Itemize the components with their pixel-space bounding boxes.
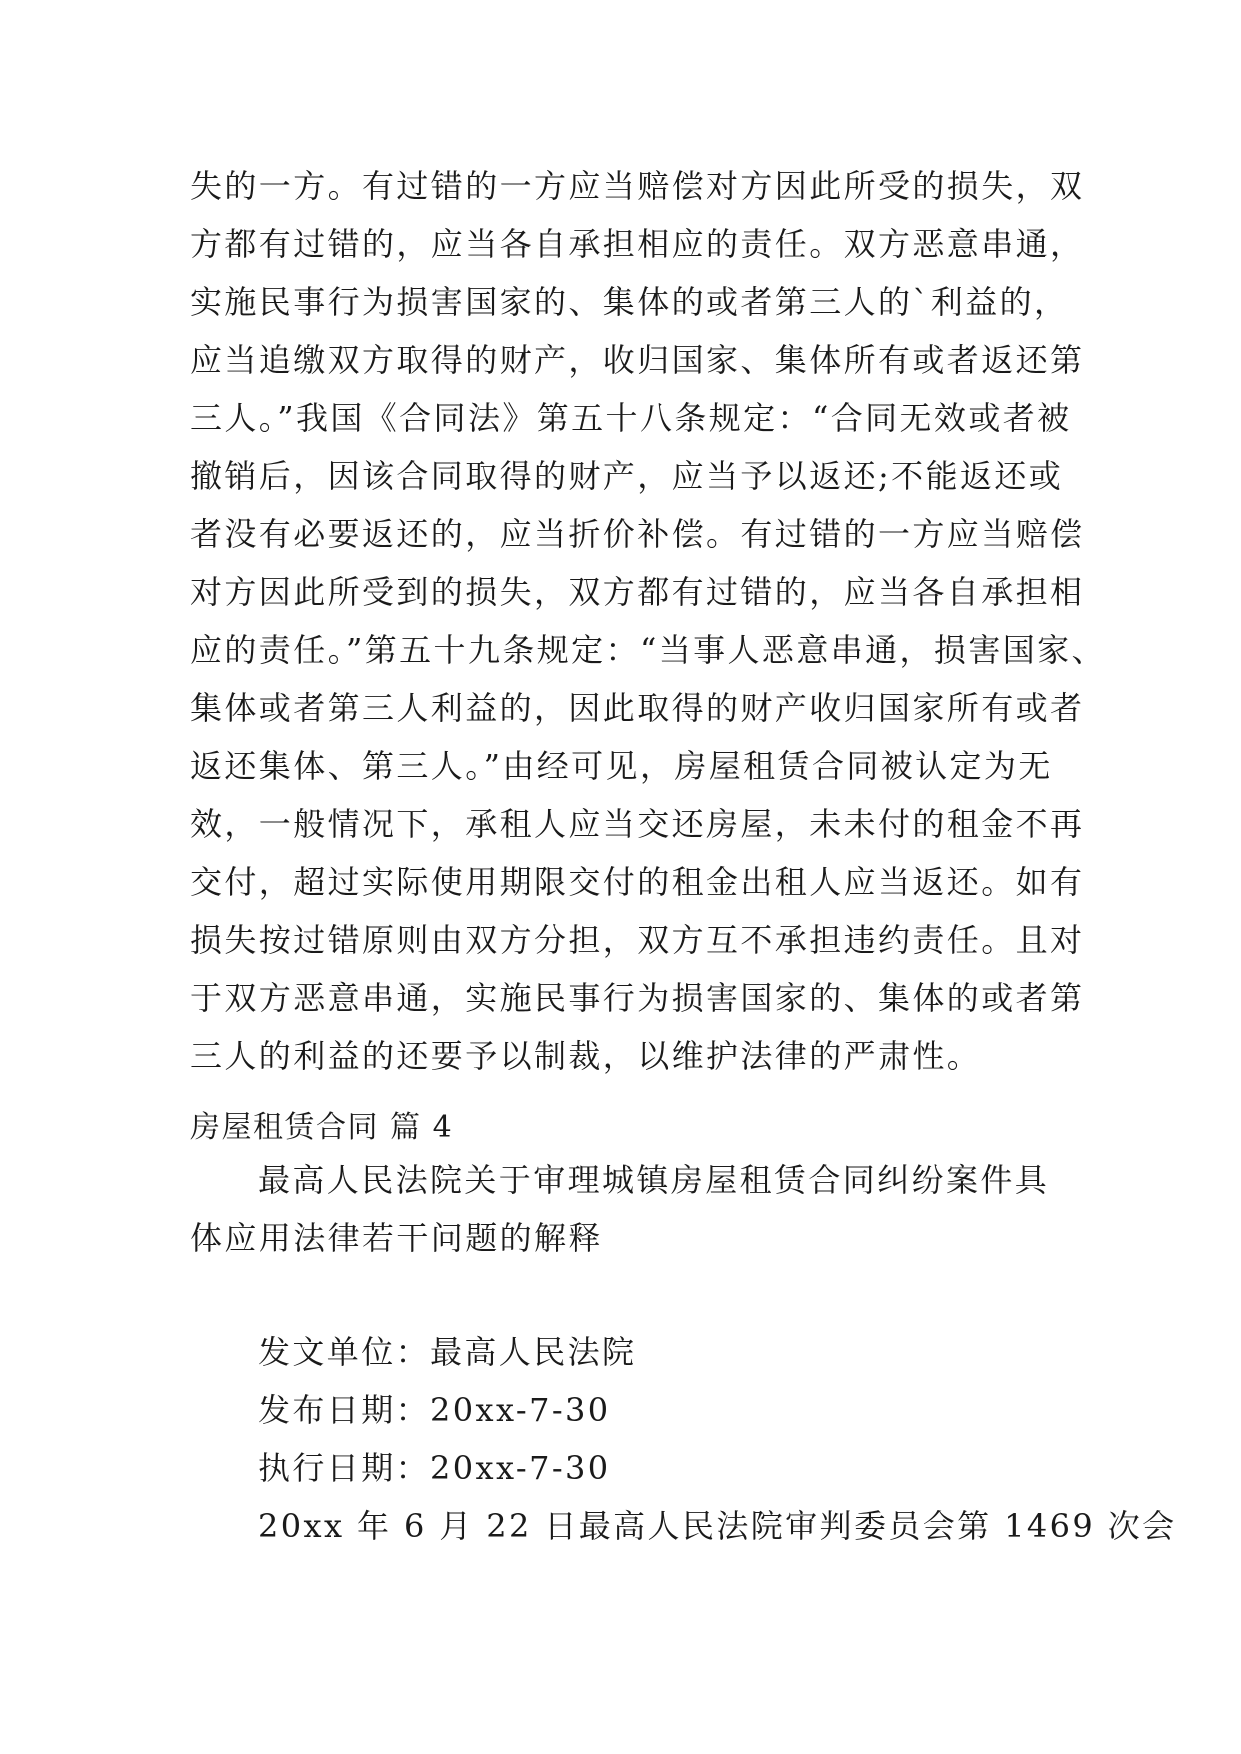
meeting-line: 20xx 年 6 月 22 日最高人民法院审判委员会第 1469 次会 [258,1507,1177,1545]
paragraph-line: 于双方恶意串通，实施民事行为损害国家的、集体的或者第 [190,979,1085,1017]
paragraph-line: 撤销后，因该合同取得的财产，应当予以返还;不能返还或 [190,457,1064,495]
issuer-line: 发文单位：最高人民法院 [258,1333,637,1371]
title-line: 体应用法律若干问题的解释 [190,1219,603,1257]
publish-date-line: 发布日期：20xx-7-30 [258,1391,611,1429]
regulation-title [190,1151,1090,1267]
paragraph-line: 损失按过错原则由双方分担，双方互不承担违约责任。且对 [190,921,1085,959]
effective-date-line: 执行日期：20xx-7-30 [258,1449,611,1487]
paragraph-line: 应当追缴双方取得的财产，收归国家、集体所有或者返还第 [190,341,1085,379]
section-heading: 房屋租赁合同 篇 4 [190,1110,454,1145]
paragraph-line: 者没有必要返还的，应当折价补偿。有过错的一方应当赔偿 [190,515,1085,553]
paragraph-line: 效，一般情况下，承租人应当交还房屋，未未付的租金不再 [190,805,1085,843]
paragraph-line: 实施民事行为损害国家的、集体的或者第三人的`利益的， [190,283,1069,321]
paragraph-line: 方都有过错的，应当各自承担相应的责任。双方恶意串通， [190,225,1085,263]
paragraph-line: 三人的利益的还要予以制裁，以维护法律的严肃性。 [190,1037,982,1075]
title-line: 最高人民法院关于审理城镇房屋租赁合同纠纷案件具 [258,1161,1050,1199]
paragraph-line: 三人。”我国《合同法》第五十八条规定：“合同无效或者被 [190,399,1072,437]
regulation-meta [190,1323,1177,1555]
paragraph-line: 返还集体、第三人。”由经可见，房屋租赁合同被认定为无 [190,747,1053,785]
paragraph-line: 对方因此所受到的损失，双方都有过错的，应当各自承担相 [190,573,1085,611]
body-paragraph [190,157,1106,1085]
paragraph-line: 集体或者第三人利益的，因此取得的财产收归国家所有或者 [190,689,1085,727]
paragraph-line: 交付，超过实际使用期限交付的租金出租人应当返还。如有 [190,863,1085,901]
paragraph-line: 应的责任。”第五十九条规定：“当事人恶意串通，损害国家、 [190,631,1106,669]
paragraph-line: 失的一方。有过错的一方应当赔偿对方因此所受的损失，双 [190,167,1085,205]
